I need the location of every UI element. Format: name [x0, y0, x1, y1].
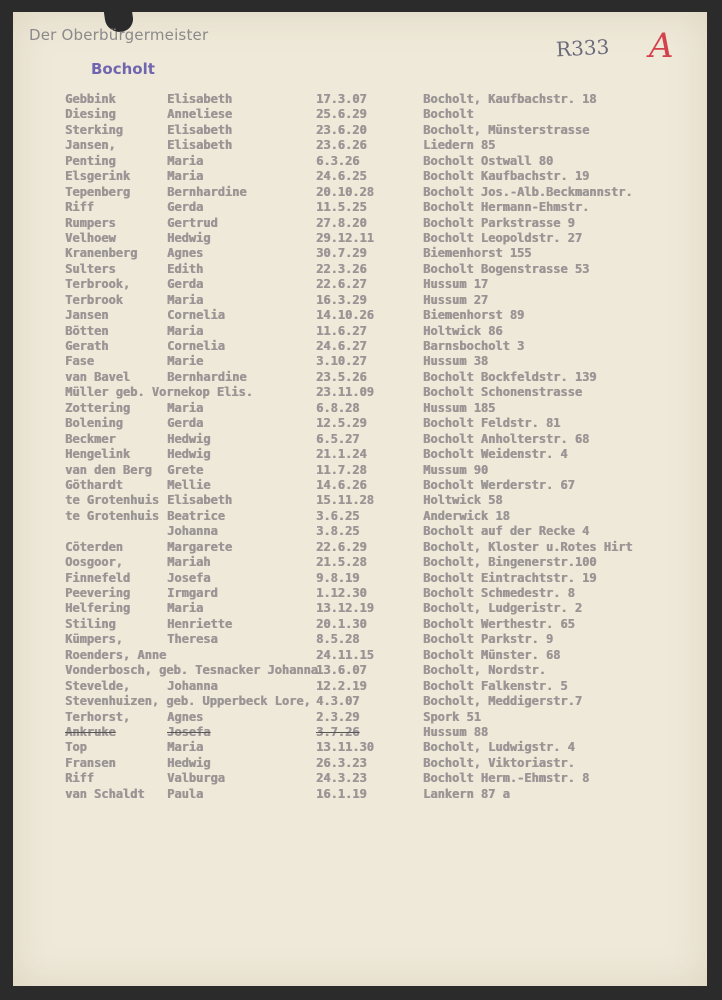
surname: Bötten [65, 323, 109, 338]
surname: Velhoew [65, 230, 116, 245]
birth-date: 15.11.28 [316, 493, 374, 508]
birth-date: 3.6.25 [316, 508, 360, 523]
first-name: Edith [167, 261, 204, 276]
surname: Vonderbosch, geb. Tesnacker Johanna [65, 663, 318, 678]
surname: Fransen [65, 755, 116, 770]
list-row [13, 463, 707, 478]
list-row [13, 756, 707, 771]
birth-date: 24.11.15 [316, 647, 374, 662]
birth-date: 23.11.09 [316, 385, 374, 400]
list-row [13, 725, 707, 740]
list-row [13, 169, 707, 184]
document-page [13, 12, 707, 986]
first-name: Johanna [167, 524, 218, 539]
birth-date: 29.12.11 [316, 230, 374, 245]
birth-date: 20.1.30 [316, 616, 367, 631]
address: Bocholt Hermann-Ehmstr. [423, 200, 590, 215]
list-row [13, 123, 707, 138]
surname: Elsgerink [65, 169, 131, 184]
list-row [13, 324, 707, 339]
surname: Ankruke [65, 724, 116, 739]
first-name: Marie [167, 354, 204, 369]
list-row [13, 432, 707, 447]
first-name: Elisabeth [167, 122, 233, 137]
first-name: Maria [167, 169, 204, 184]
letterhead: Der Oberbürgermeister [29, 26, 209, 44]
first-name: Maria [167, 740, 204, 755]
address: Bocholt Bogenstrasse 53 [423, 261, 590, 276]
address: Holtwick 86 [423, 323, 503, 338]
list-row [13, 771, 707, 786]
birth-date: 12.5.29 [316, 416, 367, 431]
address: Bocholt Schmedestr. 8 [423, 586, 575, 600]
birth-date: 25.6.29 [316, 107, 367, 122]
first-name: Maria [167, 601, 204, 616]
list-row [13, 293, 707, 308]
birth-date: 9.8.19 [316, 570, 360, 585]
surname: te Grotenhuis [65, 508, 159, 523]
first-name: Elisabeth [167, 493, 233, 508]
surname: Top [65, 740, 87, 755]
list-row [13, 632, 707, 647]
address: Liedern 85 [423, 138, 496, 153]
birth-date: 24.6.27 [316, 339, 367, 353]
list-row [13, 571, 707, 586]
birth-date: 8.5.28 [316, 632, 360, 647]
list-row [13, 92, 707, 107]
first-name: Elisabeth [167, 92, 233, 106]
address: Bocholt Anholterstr. 68 [423, 431, 590, 446]
surname: Fase [65, 354, 94, 369]
surname: Stiling [65, 616, 116, 631]
birth-date: 14.10.26 [316, 308, 374, 323]
list-row [13, 262, 707, 277]
surname: Gebbink [65, 92, 116, 106]
first-name: Bernhardine [167, 184, 247, 199]
surname: Beckmer [65, 431, 116, 446]
surname: Oosgoor, [65, 555, 123, 570]
first-name: Agnes [167, 709, 204, 724]
address: Bocholt Parkstrasse 9 [423, 215, 575, 230]
birth-date: 13.6.07 [316, 663, 367, 678]
surname: Finnefeld [65, 570, 131, 585]
list-row [13, 354, 707, 369]
birth-date: 11.5.25 [316, 200, 367, 215]
list-row [13, 185, 707, 200]
address: Bocholt Münster. 68 [423, 647, 561, 662]
first-name: Grete [167, 462, 204, 477]
list-row [13, 787, 707, 802]
first-name: Maria [167, 153, 204, 168]
list-row [13, 107, 707, 122]
address: Spork 51 [423, 709, 481, 724]
list-row [13, 710, 707, 725]
birth-date: 26.3.23 [316, 755, 367, 770]
first-name: Paula [167, 786, 204, 801]
birth-date: 17.3.07 [316, 92, 367, 106]
list-row [13, 509, 707, 524]
list-row [13, 246, 707, 261]
birth-date: 11.7.28 [316, 462, 367, 477]
list-row [13, 694, 707, 709]
first-name: Henriette [167, 616, 233, 631]
surname: Hengelink [65, 447, 131, 462]
surname: Rumpers [65, 215, 116, 230]
list-row [13, 679, 707, 694]
address: Bocholt, Viktoriastr. [423, 755, 575, 770]
list-row [13, 524, 707, 539]
birth-date: 24.3.23 [316, 771, 367, 786]
surname: van den Berg [65, 462, 152, 477]
address: Bocholt Bockfeldstr. 139 [423, 369, 597, 384]
surname: Penting [65, 153, 116, 168]
address: Hussum 88 [423, 724, 489, 739]
list-row [13, 370, 707, 385]
list-row [13, 231, 707, 246]
birth-date: 22.6.29 [316, 539, 367, 554]
first-name: Cornelia [167, 308, 225, 323]
birth-date: 6.5.27 [316, 431, 360, 446]
surname: Terhorst, [65, 709, 131, 724]
address: Holtwick 58 [423, 493, 503, 508]
list-row [13, 216, 707, 231]
birth-date: 6.3.26 [316, 153, 360, 168]
address: Bocholt Falkenstr. 5 [423, 678, 568, 693]
surname: Stevelde, [65, 678, 131, 693]
address: Hussum 17 [423, 277, 489, 292]
first-name: Maria [167, 292, 204, 307]
birth-date: 3.10.27 [316, 354, 367, 369]
birth-date: 27.8.20 [316, 215, 367, 230]
address: Bocholt Jos.-Alb.Beckmannstr. [423, 184, 633, 199]
address: Bocholt Herm.-Ehmstr. 8 [423, 771, 590, 786]
first-name: Beatrice [167, 508, 225, 523]
birth-date: 6.8.28 [316, 400, 360, 415]
address: Biemenhorst 155 [423, 246, 532, 261]
surname: Bolening [65, 416, 123, 431]
address: Bocholt, Meddigerstr.7 [423, 694, 582, 709]
birth-date: 1.12.30 [316, 586, 367, 600]
first-name: Theresa [167, 632, 218, 647]
first-name: Josefa [167, 570, 211, 585]
surname: Göthardt [65, 477, 123, 492]
address: Lankern 87 a [423, 786, 510, 801]
list-row [13, 601, 707, 616]
first-name: Margarete [167, 539, 233, 554]
surname: van Bavel [65, 369, 131, 384]
birth-date: 12.2.19 [316, 678, 367, 693]
birth-date: 4.3.07 [316, 694, 360, 709]
list-row [13, 555, 707, 570]
surname: Terbrook [65, 292, 123, 307]
birth-date: 23.6.26 [316, 138, 367, 153]
address: Biemenhorst 89 [423, 308, 525, 323]
address: Bocholt Schonenstrasse [423, 385, 582, 400]
list-row [13, 617, 707, 632]
list-row [13, 154, 707, 169]
surname: Sterking [65, 122, 123, 137]
surname: Helfering [65, 601, 131, 616]
first-name: Maria [167, 400, 204, 415]
surname: Müller geb. Vornekop Elis. [65, 385, 253, 400]
birth-date: 23.5.26 [316, 369, 367, 384]
address: Bocholt, Bingenerstr.100 [423, 555, 597, 570]
list-row [13, 339, 707, 354]
surname: Riff [65, 200, 94, 215]
surname: Roenders, Anne [65, 647, 167, 662]
birth-date: 16.1.19 [316, 786, 367, 801]
address: Bocholt, Ludgeristr. 2 [423, 601, 582, 616]
birth-date: 11.6.27 [316, 323, 367, 338]
address: Bocholt, Kloster u.Rotes Hirt [423, 539, 633, 554]
first-name: Cornelia [167, 339, 225, 353]
first-name: Gerda [167, 277, 204, 292]
address: Bocholt Ostwall 80 [423, 153, 554, 168]
first-name: Hedwig [167, 755, 211, 770]
surname: Peevering [65, 586, 131, 600]
address: Hussum 27 [423, 292, 489, 307]
list-row [13, 648, 707, 663]
first-name: Gerda [167, 200, 204, 215]
birth-date: 14.6.26 [316, 477, 367, 492]
first-name: Johanna [167, 678, 218, 693]
surname: Kranenberg [65, 246, 138, 261]
address: Mussum 90 [423, 462, 489, 477]
first-name: Agnes [167, 246, 204, 261]
birth-date: 3.7.26 [316, 724, 360, 739]
first-name: Elisabeth [167, 138, 233, 153]
list-row [13, 401, 707, 416]
first-name: Anneliese [167, 107, 233, 122]
reference-number: R333 [555, 34, 610, 62]
surname: te Grotenhuis [65, 493, 159, 508]
address: Bocholt, Kaufbachstr. 18 [423, 92, 597, 106]
address: Bocholt Weidenstr. 4 [423, 447, 568, 462]
name-list [13, 92, 707, 802]
city-stamp: Bocholt [91, 60, 155, 78]
first-name: Irmgard [167, 586, 218, 600]
list-row [13, 447, 707, 462]
list-row [13, 493, 707, 508]
list-row [13, 478, 707, 493]
birth-date: 23.6.20 [316, 122, 367, 137]
surname: Gerath [65, 339, 109, 353]
first-name: Mariah [167, 555, 211, 570]
list-row [13, 138, 707, 153]
list-row [13, 308, 707, 323]
birth-date: 20.10.28 [316, 184, 374, 199]
list-row [13, 416, 707, 431]
birth-date: 16.3.29 [316, 292, 367, 307]
surname: Zottering [65, 400, 131, 415]
first-name: Josefa [167, 724, 211, 739]
address: Bocholt, Nordstr. [423, 663, 546, 678]
surname: Terbrook, [65, 277, 131, 292]
first-name: Gerda [167, 416, 204, 431]
address: Bocholt auf der Recke 4 [423, 524, 590, 539]
list-row [13, 540, 707, 555]
list-row [13, 385, 707, 400]
first-name: Valburga [167, 771, 225, 786]
address: Bocholt, Ludwigstr. 4 [423, 740, 575, 755]
address: Hussum 38 [423, 354, 489, 369]
birth-date: 21.1.24 [316, 447, 367, 462]
birth-date: 3.8.25 [316, 524, 360, 539]
address: Barnsbocholt 3 [423, 339, 525, 353]
address: Bocholt, Münsterstrasse [423, 122, 590, 137]
surname: Riff [65, 771, 94, 786]
surname: Kümpers, [65, 632, 123, 647]
birth-date: 21.5.28 [316, 555, 367, 570]
birth-date: 22.6.27 [316, 277, 367, 292]
birth-date: 2.3.29 [316, 709, 360, 724]
surname: Jansen, [65, 138, 116, 153]
list-row [13, 277, 707, 292]
first-name: Bernhardine [167, 369, 247, 384]
birth-date: 13.11.30 [316, 740, 374, 755]
list-row [13, 740, 707, 755]
birth-date: 22.3.26 [316, 261, 367, 276]
address: Anderwick 18 [423, 508, 510, 523]
birth-date: 30.7.29 [316, 246, 367, 261]
surname: Stevenhuizen, geb. Upperbeck Lore, [65, 694, 311, 709]
address: Bocholt Leopoldstr. 27 [423, 230, 582, 245]
address: Bocholt Parkstr. 9 [423, 632, 554, 647]
first-name: Mellie [167, 477, 211, 492]
first-name: Hedwig [167, 230, 211, 245]
surname: Jansen [65, 308, 109, 323]
list-row [13, 586, 707, 601]
first-name: Hedwig [167, 431, 211, 446]
address: Hussum 185 [423, 400, 496, 415]
first-name: Gertrud [167, 215, 218, 230]
address: Bocholt Eintrachtstr. 19 [423, 570, 597, 585]
address: Bocholt Feldstr. 81 [423, 416, 561, 431]
surname: Tepenberg [65, 184, 131, 199]
first-name: Maria [167, 323, 204, 338]
list-row [13, 663, 707, 678]
first-name: Hedwig [167, 447, 211, 462]
surname: Cöterden [65, 539, 123, 554]
address: Bocholt Kaufbachstr. 19 [423, 169, 590, 184]
birth-date: 13.12.19 [316, 601, 374, 616]
address: Bocholt Werthestr. 65 [423, 616, 575, 631]
corner-mark: A [649, 26, 674, 66]
surname: van Schaldt [65, 786, 145, 801]
address: Bocholt Werderstr. 67 [423, 477, 575, 492]
surname: Diesing [65, 107, 116, 122]
list-row [13, 200, 707, 215]
address: Bocholt [423, 107, 474, 122]
birth-date: 24.6.25 [316, 169, 367, 184]
surname: Sulters [65, 261, 116, 276]
